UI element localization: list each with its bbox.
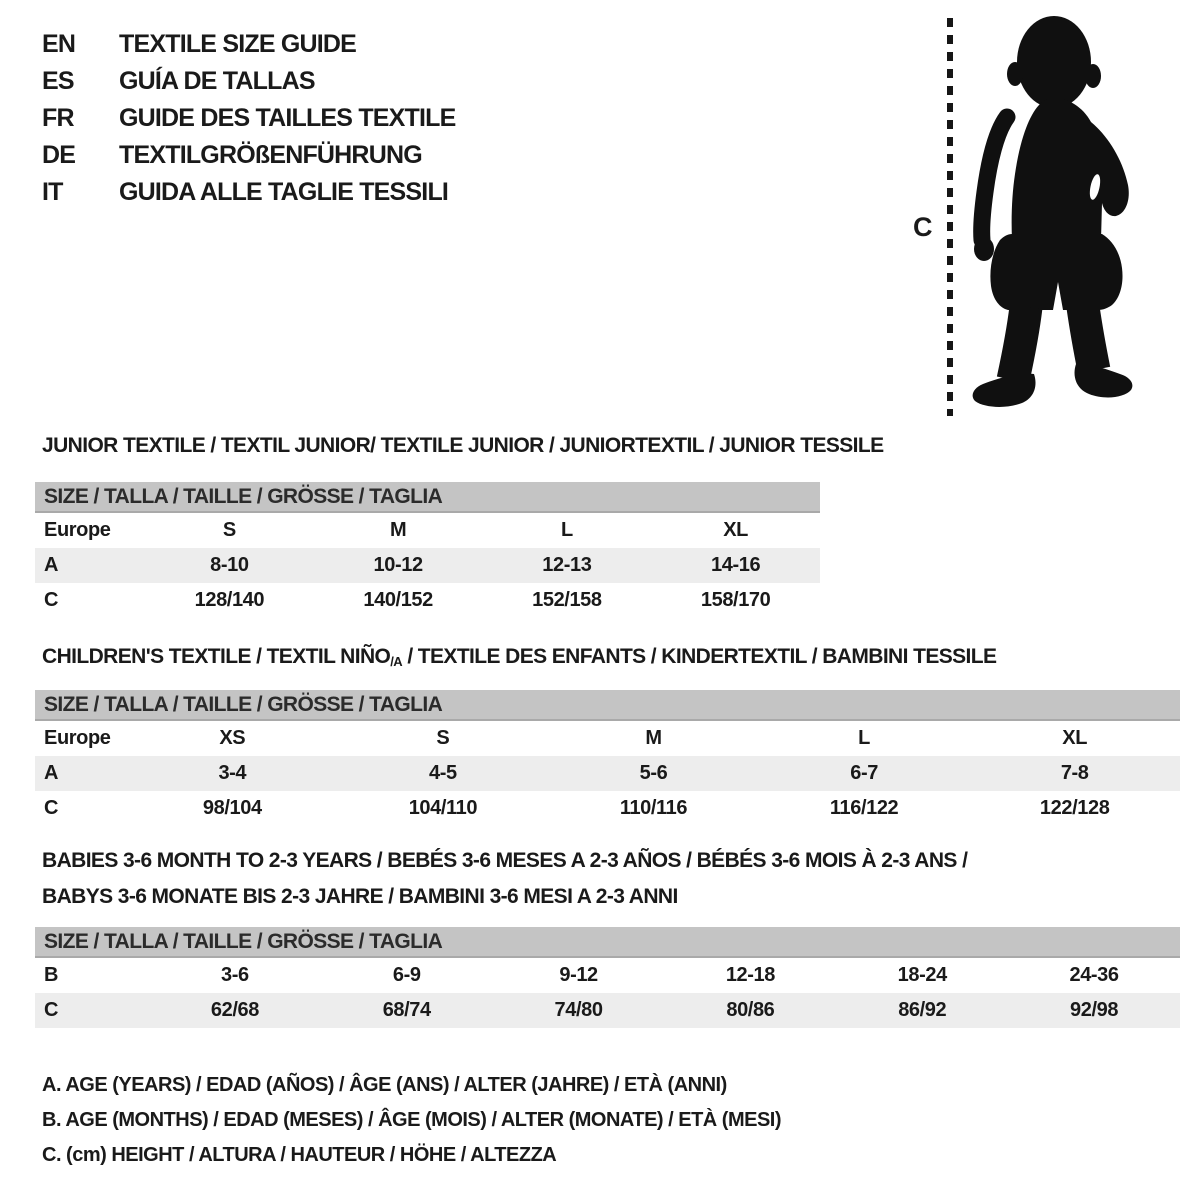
age-cell: 6-7 [850, 762, 878, 784]
babies-row-months [35, 958, 1180, 993]
height-cell: 62/68 [210, 999, 259, 1021]
height-cell: 92/98 [1070, 999, 1119, 1021]
months-cell: 3-6 [221, 964, 249, 986]
size-cell: XL [723, 519, 748, 541]
language-code: ES [42, 67, 74, 95]
junior-size-table [35, 482, 820, 618]
children-title-sub: /A [390, 654, 403, 669]
language-code: EN [42, 30, 76, 58]
children-title-prefix: CHILDREN'S TEXTILE / TEXTIL NIÑO [42, 645, 391, 668]
guide-title-es: GUÍA DE TALLAS [119, 67, 315, 95]
row-label: C [44, 999, 59, 1021]
age-cell: 12-13 [542, 554, 592, 576]
language-row-it [42, 174, 456, 211]
height-cell: 152/158 [532, 589, 602, 611]
age-cell: 8-10 [210, 554, 249, 576]
guide-title-de: TEXTILGRÖßENFÜHRUNG [119, 141, 422, 169]
junior-section-title: JUNIOR TEXTILE / TEXTIL JUNIOR/ TEXTILE JUNIOR / JUNIORTEXTIL / JUNIOR TESSILE [42, 434, 884, 457]
height-cell: 104/110 [408, 797, 478, 819]
height-cell: 158/170 [700, 589, 771, 611]
height-measure-label: C [913, 212, 933, 242]
children-title-suffix: / TEXTILE DES ENFANTS / KINDERTEXTIL / BAMBINI TESSILE [402, 645, 997, 668]
height-dashed-line [947, 18, 953, 416]
footnote-age-months: B. AGE (MONTHS) / EDAD (MESES) / ÂGE (MOIS) / ALTER (MONATE) / ETÀ (MESI) [42, 1109, 782, 1131]
months-cell: 9-12 [559, 964, 598, 986]
size-cell: L [858, 727, 870, 749]
children-row-europe [35, 721, 1180, 756]
junior-row-europe [35, 513, 820, 548]
junior-row-height [35, 583, 820, 618]
junior-size-header: SIZE / TALLA / TAILLE / GRÖSSE / TAGLIA [35, 482, 820, 513]
height-cell: 86/92 [898, 999, 947, 1021]
height-cell: 74/80 [554, 999, 603, 1021]
footnote-height-cm: C. (cm) HEIGHT / ALTURA / HAUTEUR / HÖHE / ALTEZZA [42, 1144, 557, 1166]
age-cell: 14-16 [711, 554, 761, 576]
children-row-height [35, 791, 1180, 826]
size-cell: XL [1062, 727, 1088, 749]
size-cell: M [389, 519, 407, 541]
months-cell: 12-18 [725, 964, 775, 986]
height-cell: 98/104 [202, 797, 262, 819]
height-cell: 110/116 [619, 797, 688, 819]
height-cell: 68/74 [382, 999, 431, 1021]
language-row-fr [42, 100, 456, 137]
children-size-table [35, 690, 1180, 826]
months-cell: 6-9 [392, 964, 421, 986]
guide-title-it: GUIDA ALLE TAGLIE TESSILI [119, 178, 449, 206]
row-label: A [44, 554, 59, 576]
height-cell: 122/128 [1039, 797, 1110, 819]
height-cell: 140/152 [363, 589, 433, 611]
row-label: Europe [44, 519, 111, 541]
row-label: B [44, 964, 59, 986]
guide-title-fr: GUIDE DES TAILLES TEXTILE [119, 104, 456, 132]
row-label: Europe [44, 727, 111, 749]
size-cell: XS [219, 727, 246, 749]
age-cell: 3-4 [218, 762, 247, 784]
row-label: C [44, 589, 59, 611]
row-label: C [44, 797, 59, 819]
children-size-header: SIZE / TALLA / TAILLE / GRÖSSE / TAGLIA [35, 690, 1180, 721]
babies-size-header: SIZE / TALLA / TAILLE / GRÖSSE / TAGLIA [35, 927, 1180, 958]
size-cell: M [645, 727, 662, 749]
guide-title-en: TEXTILE SIZE GUIDE [119, 30, 357, 58]
height-cell: 80/86 [726, 999, 775, 1021]
children-section-title [42, 645, 996, 669]
language-code: DE [42, 141, 76, 169]
size-cell: L [560, 519, 573, 541]
language-row-en [42, 26, 456, 63]
junior-row-age [35, 548, 820, 583]
height-cell: 128/140 [194, 589, 265, 611]
language-code: FR [42, 104, 74, 132]
size-cell: S [436, 727, 450, 749]
size-cell: S [222, 519, 236, 541]
months-cell: 24-36 [1069, 964, 1119, 986]
language-header [42, 26, 456, 211]
babies-section-title-line1: BABIES 3-6 MONTH TO 2-3 YEARS / BEBÉS 3-6 MESES A 2-3 AÑOS / BÉBÉS 3-6 MOIS À 2-3 ANS / [42, 849, 968, 872]
height-cell: 116/122 [829, 797, 899, 819]
age-cell: 4-5 [429, 762, 457, 784]
row-label: A [44, 762, 59, 784]
age-cell: 5-6 [639, 762, 668, 784]
language-code: IT [42, 178, 63, 206]
toddler-silhouette-icon [962, 12, 1147, 414]
age-cell: 10-12 [373, 554, 423, 576]
babies-row-height [35, 993, 1180, 1028]
language-row-de [42, 137, 456, 174]
babies-size-table [35, 927, 1180, 1028]
age-cell: 7-8 [1060, 762, 1089, 784]
months-cell: 18-24 [897, 964, 947, 986]
children-row-age [35, 756, 1180, 791]
footnote-age-years: A. AGE (YEARS) / EDAD (AÑOS) / ÂGE (ANS) / ALTER (JAHRE) / ETÀ (ANNI) [42, 1074, 727, 1096]
language-row-es [42, 63, 456, 100]
babies-section-title-line2: BABYS 3-6 MONATE BIS 2-3 JAHRE / BAMBINI 3-6 MESI A 2-3 ANNI [42, 885, 678, 908]
